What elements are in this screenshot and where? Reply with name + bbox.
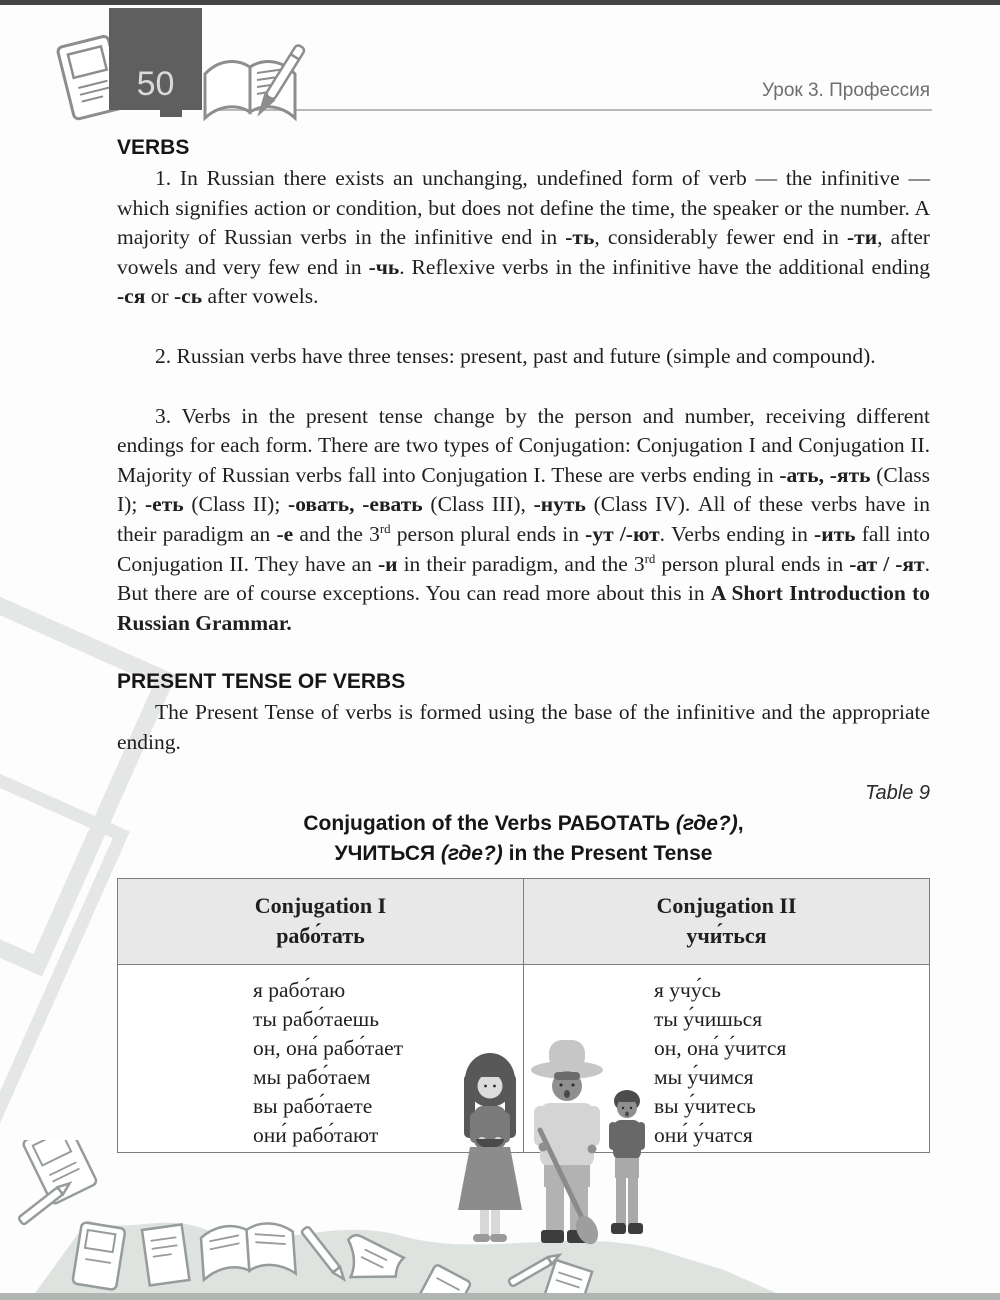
conjugation-1-title: Conjugation I	[254, 892, 387, 918]
form-line: мы у́чимся	[654, 1064, 754, 1089]
lesson-header: Урок 3. Профессия	[762, 80, 930, 101]
sheet-doodle-icon	[142, 1224, 189, 1285]
page-number-tab	[160, 110, 182, 117]
boy-figure	[609, 1090, 645, 1234]
page-content	[117, 136, 930, 1153]
table-title-line-1: Conjugation of the Verbs РАБОТАТЬ (где?),	[303, 811, 744, 835]
page-number: 50	[136, 65, 175, 103]
form-line: они́ рабо́тают	[253, 1122, 379, 1147]
form-line: он, она́ рабо́тает	[253, 1035, 404, 1060]
paragraph-3: 3. Verbs in the present tense change by the person and number, receiving different endings for each form. There are two types of Conjugation: Conjugation I and Conjugation II. Majority of Russian verbs fall into Conjugation I. These are verbs ending in -ать, -ять (Class I); -еть (Class II); -овать, -евать (Class III), -нуть (Class IV). All of these verbs have in their paradigm an -е and the 3rd person plural ends in -ут /-ют. Verbs ending in -ить fall into Conjugation II. They have an -и in their paradigm, and the 3rd person plural ends in -ат / -ят. But there are of course exceptions. You can read more about this in A Short Introduction to Russian Grammar.	[117, 403, 931, 635]
form-line: ты у́чишься	[654, 1006, 763, 1031]
conjugation-2-title: Conjugation II	[656, 892, 797, 918]
page-number-box	[109, 8, 202, 110]
paragraph-2: 2. Russian verbs have three tenses: present, past and future (simple and compound).	[155, 343, 876, 368]
bottom-edge-strip	[0, 1293, 1000, 1300]
form-line: он, она́ у́чится	[654, 1035, 787, 1060]
present-tense-heading: PRESENT TENSE OF VERBS	[117, 670, 406, 694]
form-line: мы рабо́таем	[253, 1064, 371, 1089]
form-line: я рабо́таю	[253, 977, 346, 1002]
conjugation-1-verb: рабо́тать	[276, 922, 365, 948]
conjugation-2-header	[524, 878, 930, 964]
conjugation-2-verb: учи́ться	[686, 922, 767, 948]
paragraph-4: The Present Tense of verbs is formed using the base of the infinitive and the appropriate ending.	[117, 700, 930, 754]
form-line: я учу́сь	[654, 977, 721, 1002]
conjugation-1-header	[118, 878, 524, 964]
stationery-doodles	[0, 1140, 820, 1300]
form-line: они́ у́чатся	[654, 1122, 753, 1147]
paragraph-1: 1. In Russian there exists an unchanging, undefined form of verb — the infinitive — which signifies action or condition, but does not define the time, the speaker or the number. A majority of Russian verbs in the infinitive end in -ть, considerably fewer end in -ти, after vowels and very few end in -чь. Reflexive verbs in the infinitive have the additional ending -ся or -сь after vowels.	[117, 166, 930, 309]
woman-figure	[458, 1053, 522, 1242]
farmer-figure	[531, 1040, 603, 1248]
table-caption: Table 9	[865, 781, 930, 804]
family-farmers-illustration	[430, 1034, 685, 1262]
form-line: вы рабо́таете	[253, 1093, 373, 1118]
table-title-line-2: УЧИТЬСЯ (где?) in the Present Tense	[334, 841, 713, 865]
top-edge-strip	[0, 0, 1000, 5]
form-line: ты рабо́таешь	[253, 1006, 380, 1031]
header-doodles	[45, 26, 365, 131]
verbs-heading: VERBS	[117, 136, 190, 159]
form-line: вы у́читесь	[654, 1093, 756, 1118]
notebook-doodle-icon	[72, 1222, 125, 1290]
